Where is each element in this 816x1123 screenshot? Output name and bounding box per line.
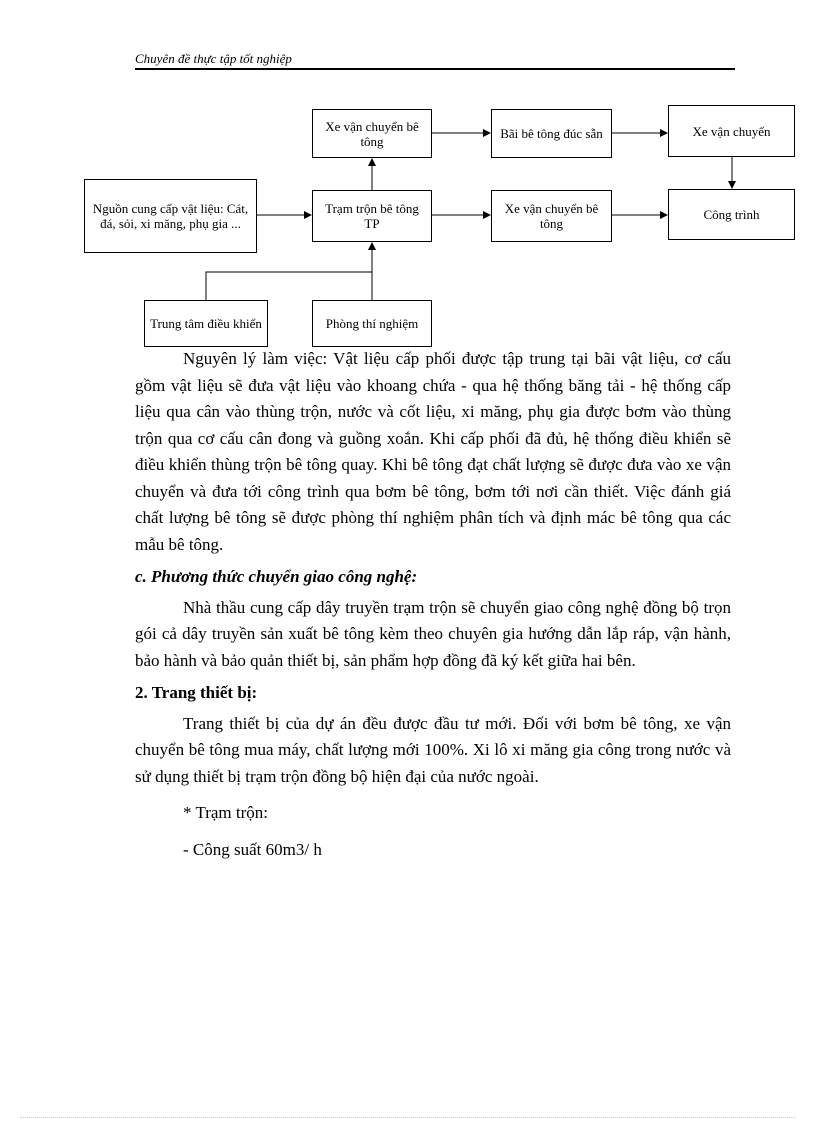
node-laboratory-label: Phòng thí nghiệm [325, 316, 419, 331]
edge-control-to-plant [206, 272, 372, 300]
header-title: Chuyên đề thực tập tốt nghiệp [135, 51, 292, 66]
node-construction-site-label: Công trình [703, 207, 760, 222]
node-laboratory [312, 300, 432, 347]
item-capacity: - Công suất 60m3/ h [183, 839, 322, 859]
process-flow-diagram [0, 0, 816, 360]
paragraph-equipment: Trang thiết bị của dự án đều được đầu tư mới. Đối với bơm bê tông, xe vận chuyển bê tông mua máy, chất lượng mới 100%. Xi lô xi măng gia công trong nước và sử dụng thiết bị trạm trộn đồng bộ hiện đại của nước ngoài. [135, 713, 731, 786]
node-material-source [84, 179, 257, 253]
node-mixing-plant-label: Trạm trộn bê tông TP [325, 201, 419, 231]
heading-equipment: 2. Trang thiết bị: [135, 683, 258, 702]
paragraph-transfer: Nhà thầu cung cấp dây truyền trạm trộn sẽ chuyển giao công nghệ đồng bộ trọn gói cả dây truyền sản xuất bê tông kèm theo chuyên gia hướng dẫn lắp ráp, vận hành, bảo hành và bảo quản thiết bị, sản phẩm hợp đồng đã ký kết giữa hai bên. [135, 597, 731, 670]
paragraph-principle: Nguyên lý làm việc: Vật liệu cấp phối được tập trung tại bãi vật liệu, cơ cấu gồm vật liệu sẽ đưa vật liệu vào khoang chứa - qua hệ thống băng tải - hệ thống cấp liệu qua cân vào thùng trộn, nước và cốt liệu, xi măng, phụ gia được bơm vào thùng trộn qua cơ cấu cân đong và guồng xoắn. Khi cấp phối đã đủ, hệ thống điều khiển sẽ điều khiển thùng trộn bê tông quay. Khi bê tông đạt chất lượng sẽ được đưa vào xe vận chuyển và đưa tới công trình qua bơm bê tông, bơm tới nơi cần thiết. Việc đánh giá chất lượng bê tông sẽ được phòng thí nghiệm phân tích và định mác bê tông qua các mẫu bê tông. [135, 349, 731, 554]
node-transport-right [668, 105, 795, 157]
heading-technology-transfer: c. Phương thức chuyển giao công nghệ: [135, 567, 418, 586]
node-control-center-label: Trung tâm điều khiển [150, 316, 262, 331]
node-construction-site [668, 189, 795, 240]
node-precast-yard [491, 109, 612, 158]
node-transport-top-label: Xe vận chuyển bê tông [325, 118, 419, 149]
node-transport-right-label: Xe vận chuyển [692, 123, 771, 139]
node-material-source-label: Nguồn cung cấp vật liệu: Cát, đá, sỏi, xi măng, phụ gia ... [92, 201, 249, 231]
node-control-center [144, 300, 268, 347]
document-body [135, 346, 731, 863]
node-transport-mid [491, 190, 612, 242]
node-transport-mid-label: Xe vận chuyển bê tông [504, 201, 599, 231]
node-precast-yard-label: Bãi bê tông đúc sẵn [500, 126, 603, 141]
page-bottom-rule [20, 1117, 796, 1118]
item-mixing-plant: * Trạm trộn: [183, 803, 269, 822]
node-transport-top [312, 109, 432, 158]
node-mixing-plant [312, 190, 432, 242]
